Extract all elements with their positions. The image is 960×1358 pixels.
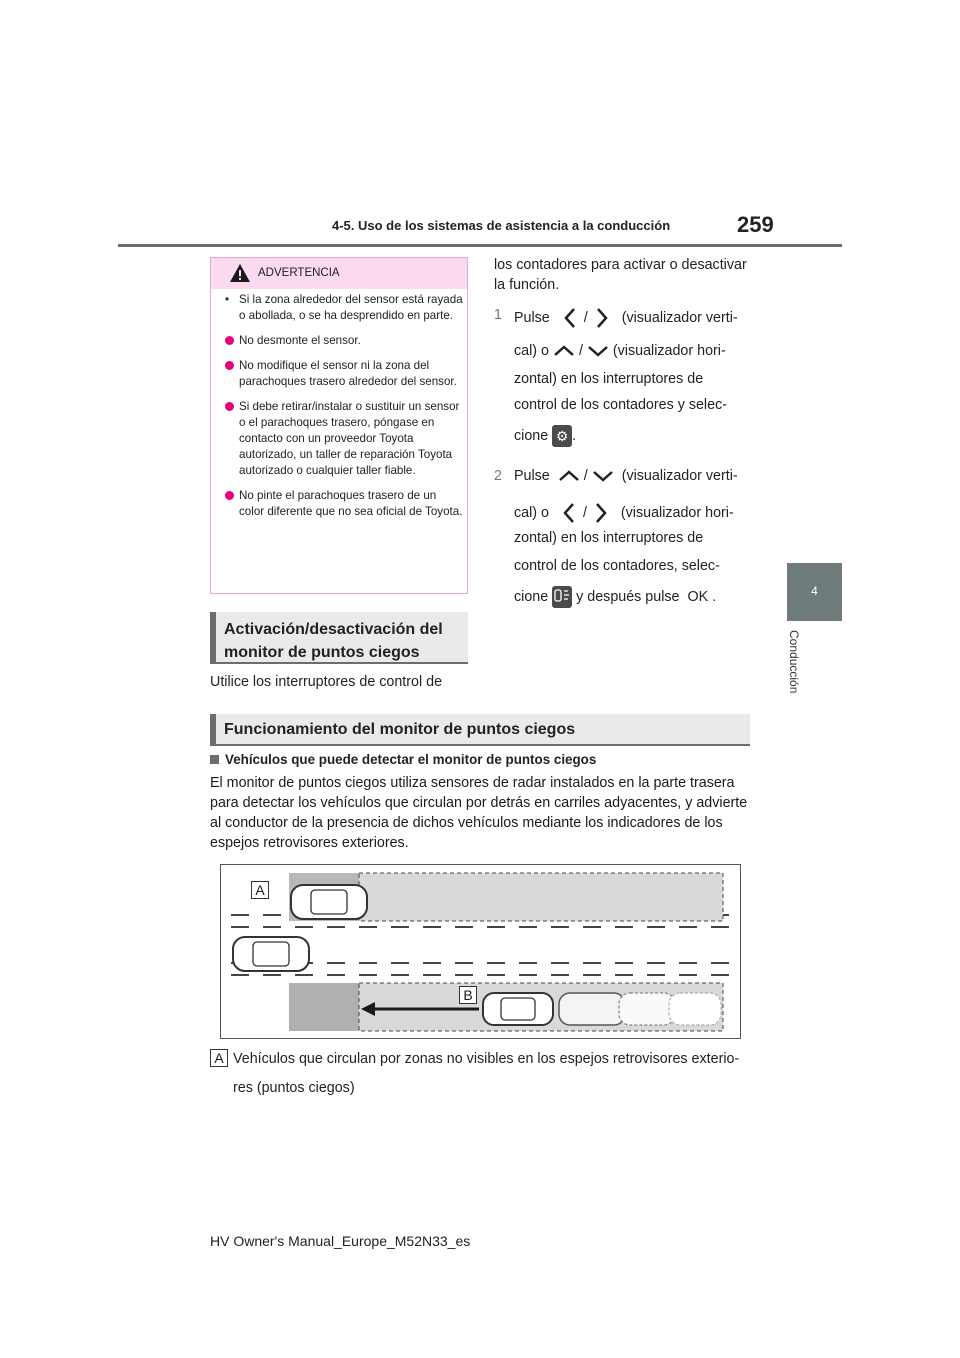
warning-item-text: No desmonte el sensor.: [239, 334, 361, 347]
warning-item-text: Si debe retirar/instalar o sustituir un sensor o el parachoques trasero, póngase en contacto con un proveedor Toyota autorizado, un taller de reparación Toyota autorizado o cualquier taller fiable.: [239, 400, 460, 477]
diagram-illustration: [221, 865, 740, 1038]
section-heading-operation: Funcionamiento del monitor de puntos ciegos: [210, 714, 750, 746]
bullet-dot-icon: [225, 336, 234, 345]
step-text: control de los contadores, selec-: [514, 558, 720, 574]
warning-header: [211, 258, 467, 289]
step-text: zontal) en los interruptores de: [514, 530, 704, 546]
warning-item: [225, 333, 463, 349]
step-1: [494, 305, 750, 455]
warning-item: [225, 399, 463, 479]
step-text: cal) o: [514, 343, 549, 359]
step-text: .: [572, 427, 577, 444]
chapter-number: 4: [811, 584, 818, 598]
caption-text: Vehículos que circulan por zonas no visibles en los espejos retrovisores exterio-: [233, 1051, 740, 1067]
footer-manual-id: HV Owner's Manual_Europe_M52N33_es: [210, 1233, 471, 1249]
step-text: /: [583, 309, 588, 326]
step-text: /: [582, 504, 587, 521]
caption-text: res (puntos ciegos): [233, 1080, 355, 1096]
car-a-icon: [291, 885, 367, 919]
ok-icon: OK: [687, 588, 709, 605]
bullet: •: [225, 293, 230, 306]
caption-label: [210, 1049, 228, 1068]
car-b-icon: [483, 993, 721, 1025]
subheading-text: Vehículos que puede detectar el monitor de puntos ciegos: [225, 752, 597, 767]
step-2: [494, 466, 750, 616]
warning-list: [225, 292, 463, 529]
step-text: cione: [514, 588, 549, 605]
step-text: Pulse: [514, 309, 550, 326]
bullet-dot-icon: [225, 361, 234, 370]
step-number: 1: [494, 307, 502, 323]
bullet-dot-icon: [225, 402, 234, 411]
chevron-right-icon: [591, 502, 609, 524]
running-header-section: 4-5. Uso de los sistemas de asistencia a la conducción: [332, 218, 671, 233]
warning-item: [225, 358, 463, 390]
diagram-label-a: A: [251, 881, 269, 899]
bullet-dot-icon: [225, 491, 234, 500]
step-text: (visualizador hori-: [620, 504, 734, 521]
warning-title: ADVERTENCIA: [258, 267, 340, 279]
diagram-label-b: B: [459, 986, 477, 1004]
section-heading-line: monitor de puntos ciegos: [224, 644, 420, 661]
chapter-label: [785, 630, 805, 710]
own-car-icon: [233, 937, 309, 971]
step-text: /: [578, 343, 583, 359]
step-text: (visualizador verti-: [621, 309, 738, 326]
chevron-left-icon: [561, 502, 579, 524]
warning-triangle-icon: [229, 263, 251, 283]
step-text: .: [712, 588, 717, 605]
chevron-left-icon: [562, 307, 580, 329]
step-text: y después pulse: [576, 588, 680, 605]
step-text: cal) o: [514, 504, 549, 521]
section-heading-line: Activación/desactivación del: [224, 621, 443, 638]
page-number: 259: [737, 212, 774, 237]
step-text: control de los contadores y selec-: [514, 397, 727, 413]
warning-item-text: No pinte el parachoques trasero de un color diferente que no sea oficial de Toyota.: [239, 489, 463, 518]
warning-item-text: No modifique el sensor ni la zona del parachoques trasero alrededor del sensor.: [239, 359, 457, 388]
gear-icon: ⚙: [552, 425, 572, 447]
warning-item-text: Si la zona alrededor del sensor está rayada o abollada, o se ha desprendido en parte.: [239, 293, 463, 322]
step-number: 2: [494, 468, 502, 484]
step-text: cione: [514, 427, 549, 444]
step-text: (visualizador verti-: [621, 468, 738, 484]
chevron-down-icon: [592, 468, 614, 484]
subheading: [210, 752, 596, 767]
chevron-up-icon: [553, 343, 575, 359]
section-heading-activation: [210, 612, 468, 664]
square-bullet-icon: [210, 755, 219, 764]
step-text: (visualizador hori-: [612, 343, 726, 359]
step-text: Pulse: [514, 468, 550, 484]
step-text: /: [583, 468, 588, 484]
blind-spot-diagram: [220, 864, 741, 1039]
intro-text-left: Utilice los interruptores de control de: [210, 674, 443, 690]
warning-box: [210, 257, 468, 594]
blind-spot-monitor-icon: [552, 586, 572, 608]
step-text: zontal) en los interruptores de: [514, 371, 704, 387]
body-paragraph: El monitor de puntos ciegos utiliza sensores de radar instalados en la parte trasera para detectar los vehículos que circulan por detrás en carriles adyacentes, y advierte al conductor de la presencia de dichos vehículos mediante los indicadores de los espejos retrovisores exteriores.: [210, 775, 748, 851]
chapter-tab: [787, 563, 842, 621]
chevron-up-icon: [558, 468, 580, 484]
caption-label-box: A: [210, 1049, 228, 1067]
chapter-label-text: Conducción: [787, 630, 801, 694]
warning-item: [225, 488, 463, 520]
chevron-down-icon: [587, 343, 609, 359]
warning-item: [225, 292, 463, 324]
intro-text-right: los contadores para activar o desactivar la función.: [494, 257, 747, 293]
chevron-right-icon: [592, 307, 610, 329]
header-rule: [118, 244, 842, 247]
